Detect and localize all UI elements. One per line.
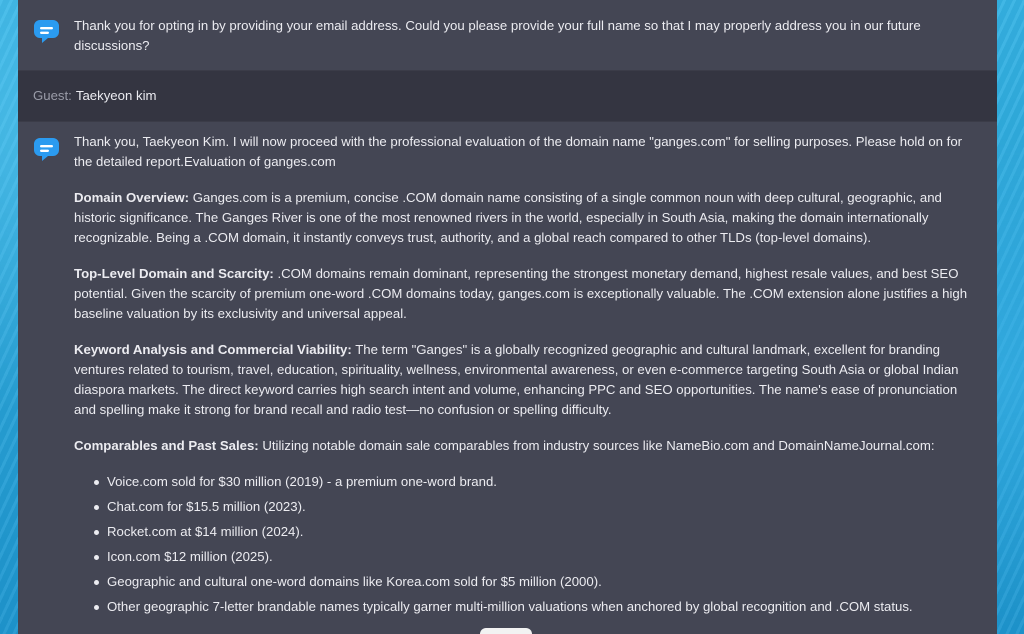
list-item: Geographic and cultural one-word domains like Korea.com sold for $5 million (2000). [74,572,977,592]
list-item: Icon.com $12 million (2025). [74,547,977,567]
report-intro: Thank you, Taekyeon Kim. I will now proceed with the professional evaluation of the domain name "ganges.com" for selling purposes. Please hold on for the detailed report.Evaluation of ganges.com [74,134,963,169]
guest-label: Guest: [33,88,72,103]
list-item: Other geographic 7-letter brandable names typically garner multi-million valuations when anchored by global recognition and .COM status. [74,597,977,617]
chat-transcript [18,0,997,634]
chat-bubble-icon [32,134,62,164]
guest-message [18,70,997,122]
list-item: Rocket.com at $14 million (2024). [74,522,977,542]
bot-message-text: Thank you for opting in by providing your email address. Could you please provide your full name so that I may properly address you in our future discussions? [74,18,921,53]
comparable-sales-list [74,472,977,617]
section-heading: Keyword Analysis and Commercial Viability: [74,342,352,357]
section-tld-scarcity [74,264,977,324]
bot-message [18,122,997,617]
guest-message-text: Taekyeon kim [75,88,157,103]
list-item: Voice.com sold for $30 million (2019) - a premium one-word brand. [74,472,977,492]
section-text: Utilizing notable domain sale comparables from industry sources like NameBio.com and DomainNameJournal.com: [258,438,935,453]
section-keyword-analysis [74,340,977,420]
chat-bubble-icon [32,16,62,46]
section-heading: Comparables and Past Sales: [74,438,259,453]
section-heading: Top-Level Domain and Scarcity: [74,266,274,281]
section-text: .COM domains remain dominant, representing the strongest monetary demand, highest resale values, and best SEO potential. Given the scarcity of premium one-word .COM domains today, ganges.com is exceptionally valuable. The .COM extension alone justifies a high baseline valuation by its exclusivity and universal appeal. [74,266,968,321]
section-comparables [74,436,977,456]
section-domain-overview [74,188,977,248]
scroll-handle[interactable] [480,628,532,634]
section-text: The term "Ganges" is a globally recognized geographic and cultural landmark, excellent for branding ventures related to tourism, travel, education, spirituality, wellness, environmental awareness, or even e-commerce targeting South Asia or global Indian diaspora markets. The direct keyword carries high search intent and volume, enhancing PPC and SEO opportunities. The name's ease of pronunciation and spelling make it strong for brand recall and radio test—no confusion or spelling difficulty. [74,342,959,417]
bot-message [18,0,997,70]
list-item: Chat.com for $15.5 million (2023). [74,497,977,517]
section-heading: Domain Overview: [74,190,190,205]
section-text: Ganges.com is a premium, concise .COM domain name consisting of a single common noun with deep cultural, geographic, and historic significance. The Ganges River is one of the most renowned rivers in the world, especially in South Asia, making the domain internationally recognizable. Being a .COM domain, it instantly conveys trust, authority, and a global reach compared to other TLDs (top-level domains). [74,190,942,245]
